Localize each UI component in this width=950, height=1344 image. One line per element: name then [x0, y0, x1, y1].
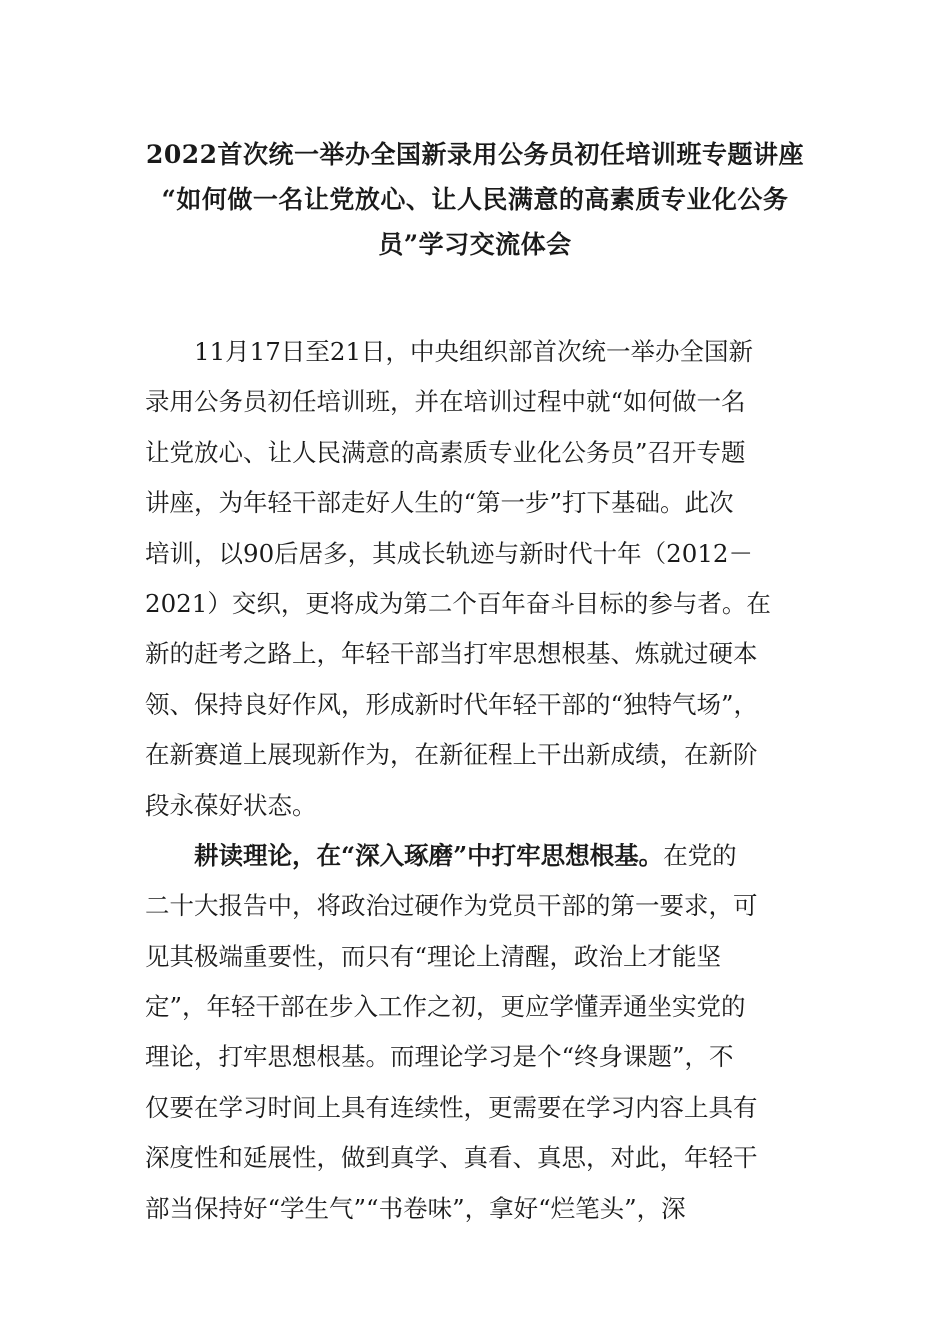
document-title — [145, 132, 805, 267]
text-line: 理论，打牢思想根基。而理论学习是个“终身课题”，不 — [145, 1042, 734, 1072]
title-line: “如何做一名让党放心、让人民满意的高素质专业化公务 — [161, 185, 789, 214]
title-line: 员”学习交流体会 — [378, 230, 572, 259]
text-line: 11月17日至21日，中央组织部首次统一举办全国新 — [194, 337, 754, 366]
text-line: 领、保持良好作风，形成新时代年轻干部的“独特气场”， — [145, 689, 759, 719]
text-line: 培训，以90后居多，其成长轨迹与新时代十年（2012－ — [145, 538, 754, 568]
document-body — [145, 327, 805, 1234]
text-line: 深度性和延展性，做到真学、真看、真思，对此，年轻干 — [145, 1143, 758, 1173]
paragraph-heading: 耕读理论，在“深入琢磨”中打牢思想根基。 — [194, 840, 664, 870]
text-line: 部当保持好“学生气”“书卷味”，拿好“烂笔头”，深 — [145, 1193, 686, 1223]
text-line: 在新赛道上展现新作为，在新征程上干出新成绩，在新阶 — [145, 740, 758, 770]
text-line: 二十大报告中，将政治过硬作为党员干部的第一要求，可 — [145, 891, 758, 921]
paragraph-intro — [145, 327, 805, 831]
title-line: 2022首次统一举办全国新录用公务员初任培训班专题讲座 — [145, 140, 805, 169]
text-line: 让党放心、让人民满意的高素质专业化公务员”召开专题 — [145, 437, 746, 467]
text-line: 见其极端重要性，而只有“理论上清醒，政治上才能坚 — [145, 941, 722, 971]
text-line: 仅要在学习时间上具有连续性，更需要在学习内容上具有 — [145, 1092, 758, 1122]
text-line: 录用公务员初任培训班，并在培训过程中就“如何做一名 — [145, 387, 746, 417]
text-line: 讲座，为年轻干部走好人生的“第一步”打下基础。此次 — [145, 488, 734, 518]
paragraph-theory — [145, 831, 805, 1234]
text-line: 段永葆好状态。 — [145, 790, 317, 820]
text-line — [145, 831, 805, 881]
paragraph-text: 在党的 — [663, 840, 737, 870]
text-line: 定”，年轻干部在步入工作之初，更应学懂弄通坐实党的 — [145, 992, 746, 1022]
text-line: 新的赶考之路上，年轻干部当打牢思想根基、炼就过硬本 — [145, 639, 758, 669]
text-line: 2021）交织，更将成为第二个百年奋斗目标的参与者。在 — [145, 588, 771, 618]
